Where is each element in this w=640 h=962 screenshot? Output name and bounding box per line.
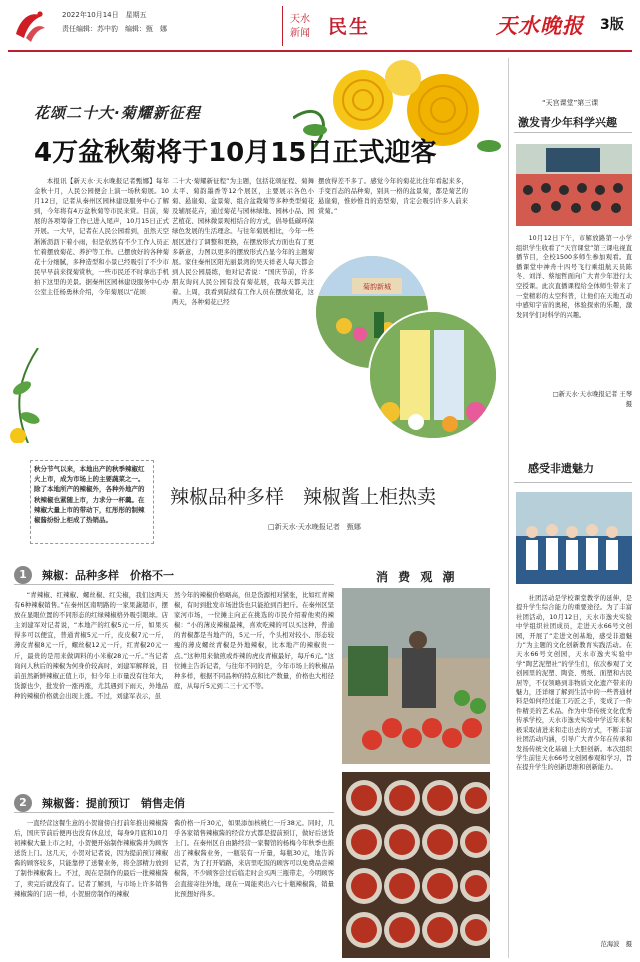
sub1-column-2: 然今年的辣椒价格略高，但是货源相对紧张，比如红青辣椒，有时到批发市场进货也只能抢到百把斤。在秦州区坚家河市场，一位摊主向正在挑选的市民介绍着他卖的辣椒：“小的薄皮辣椒最辣，喜欢吃辣的可以买这种，普通的青椒都是当地产的，5元一斤，个头相对较小、形态较瘦的薄皮螺丝青椒是外地辣椒，比本地产的辣椒贵一点。”这种用来做煎或炸辣的虎皮青椒最好，每斤6元。”这位摊主告诉记者，与往年不同的是，今年市场上的秋椒品种多样，根据不同品种的特点和比产数量，价格也大相径庭，从每斤5元到二三十元不等。: [174, 591, 334, 690]
sidebar-2-rule: [514, 482, 632, 483]
sidebar-1-byline: □新天水·天水晚报记者 王琴 摄: [552, 391, 639, 408]
chili-sauce-photo: [342, 772, 490, 958]
sidebar-divider: [508, 58, 509, 958]
page-number: 3版: [600, 17, 624, 33]
paper-name: 天水晚报: [496, 13, 584, 38]
subsection-1-title: 辣椒：品种多样 价格不一: [42, 569, 174, 582]
subsection-2-number: 2: [14, 794, 32, 812]
sidebar-2-photo: [516, 492, 632, 584]
article-column-2: 二十大·菊耀新征程”为主题，包括花颂征程、菊舞太平、菊韵墨香等12个展区，主要展示各色小菊、悬崖菊、盆景菊、组合盆栽菊等多种类型菊花及辅展花卉，通过菊花与园林绿地、园林小品、园艺植花、园林微景观相结合的方式，倡导低碳环保绿色发展的生活理念。与往年菊展相比，今年一些展区进行了调整和更换，在摆放形式方面也有了更多新意，力图以更多的摆放形式凸显今年的主题菊展。家住秦州区阳光丽景湾的吴天祥老人每天都会到人民公园晨练，他对记者说：“国庆节前，许多朋友询问人民公园有没有菊花展，我每天都关注着。上周，我看到陆续有工作人员在摆放菊花，这两天，各种菊花已经: [172, 177, 314, 307]
masthead-rule: [8, 50, 632, 52]
sidebar-1-body: 10月12日下午，市解放路第一小学组织学生收看了“天宫课堂”第三课电视直播节目，全校1500多师生参加观看。直播课堂中神舟十四号飞行乘组航天员陈冬、刘洋、蔡旭哲面向广大青少年进行太空授课。此次直播课程给全体师生带来了一堂精彩的太空科普，让他们在天地互动中感知宇宙的奥秘，体验探索的乐趣，激发同学们对科学的兴趣。: [516, 235, 632, 319]
chrysanthemum-photo-circle-2: [368, 310, 498, 440]
chili-headline: 辣椒品种多样 辣椒酱上柜热卖: [170, 486, 437, 508]
sidebar-1-tag: “天宫课堂”第三课: [542, 99, 599, 107]
sidebar-story-1: [514, 88, 639, 418]
chili-market-photo: [342, 588, 490, 764]
subsection-2-rule: [14, 812, 334, 813]
article-kicker: 花颂二十大·菊耀新征程: [34, 104, 201, 122]
chili-intro-text: 秋分节气以来，本地出产的秋季辣椒红火上市，成为市场上的主要蔬菜之一。除了本地所产的辣椒外，各种外地产的秋辣椒也紧随上市，力求分一杯羹。在辣椒大量上市的带动下，红彤彤的制辣椒酱纷纷上柜成了热销品。: [34, 465, 145, 525]
section-label-bottom: 新闻: [290, 28, 310, 39]
leaf-decoration-icon: [8, 348, 48, 443]
article-column-3: 摆放得差不多了。感觉今年的菊花比往年看起来多，手变百态的品种菊，别具一格的盆景菊，都是菊艺的悬崖菊，惟妙惟肖的造型菊，肯定会吸引许多人前来赏菊。”: [318, 177, 468, 216]
sidebar-1-photo: [516, 144, 632, 226]
section-label-top: 天水: [290, 14, 310, 25]
sidebar-1-rule: [514, 132, 632, 133]
chili-byline: □新天水·天水晚报记者 甄娜: [268, 523, 361, 531]
editors-line: 责任编辑：苏中豹 编辑：甄 娜: [62, 25, 167, 33]
sign-banner-text: 菊韵新城: [363, 283, 391, 291]
sidebar-2-title: 感受非遗魅力: [528, 462, 594, 475]
section-divider: [282, 6, 283, 46]
section-name: 民生: [328, 16, 371, 38]
newspaper-logo-icon: [12, 8, 48, 46]
issue-date: 2022年10月14日 星期五: [62, 11, 147, 19]
subsection-2-title: 辣椒酱：提前预订 销售走俏: [42, 797, 185, 810]
sub2-column-1: 一直经营这餐生意的小贺谢傍自打前年推出辣椒酱后，国庆节前后便再也没有休息过，每身9月底和10月初辣椒大量上市之时，小贺便开始制作辣椒酱并为顾客送货上门。这几天，小贺对记者说，因为提前预订辣椒酱的顾客较多，只能靠停了送餐业务，将全部精力放到了制作辣椒酱上。不过，现在是制作的最后一批辣椒酱了，卖完后就没有了。记者了解到，与市场上许多销售辣椒酱的门店一样，小贺厨房制作的辣椒: [14, 819, 168, 898]
sub2-column-2: 酱价格一斤30元，如果添加核桃仁一斤38元。同时，几乎各家销售辣椒酱的经营方式都是提前预订，做好后送货上门。在秦州区自由路经营一家餐馆的杨梅今年秋季也推出了辣椒酱业务，一瓶装有一斤量，每瓶30元，地告诉记者，为了打开销路，来店里吃饭的顾客可以免费品尝辣椒酱，不少顾客尝过后临走时会买两三瓶带走，今明顾客会直接寄往外地，现在一周能卖出六七十瓶辣椒酱，销量比预想好得多。: [174, 819, 334, 898]
sidebar-1-title: 激发青少年科学兴趣: [518, 116, 617, 129]
sub1-column-1: “青辣椒、红辣椒、螺丝椒、红尖椒，我们这两天有6种辣椒销售。”在秦州区南明路的一家果蔬超市，摆放在显眼位置的不同形态的红绿辣椒格外吸引眼球。店主刘建军对记者说，“本地产的红椒5元一斤，如果买得多可以便宜，普通青椒5元一斤，皮皮椒7元一斤，薄皮青椒8元一斤，螺丝椒12元一斤，红青椒20元一斤，最贵的是用来做调料的小米椒28元一斤。”当记者询问人秋后的辣椒为何身价较高时，刘建军解释说，目前虽然新鲜辣椒正值上市，但今年上市量没有往年大，货源也少，批发价一涨再涨，尤其遇到下雨天，外地品种的辣椒价格就会出现上涨。不过，刘建军表示，虽: [14, 591, 168, 700]
photo-caption: 消 费 观 潮: [376, 570, 458, 584]
sidebar-story-2: [514, 452, 634, 956]
article-headline: 4万盆秋菊将于10月15日正式迎客: [34, 138, 437, 168]
sidebar-2-byline: 范海波 摄: [600, 941, 632, 948]
subsection-1-number: 1: [14, 566, 32, 584]
sidebar-2-body: 社团活动是学校课堂教学的延伸，是提升学生综合能力的重要途径。为了丰富社团活动，10月12日，天水市逸夫实验中学组织社团成员，走进天水66号文创园，开展了“走进文创基地，感受非遗魅力”为主题的文化创新教育实践活动。在天水66号文创园，天水市逸夫实验中学“陶艺泥塑社”的学生们，依次参观了文创园里的泥塑、陶瓷、剪纸、面塑和古民居等，不仅领略到非物质文化遗产带来的魅力，还详细了解到生活中的一些普通材料是如何经过能工巧匠之手，变成了一件件精美的艺术品。作为中华传统文化优秀传承学校，天水市逸夫实验中学近年来积极采取请进来和走出去的方式，不断丰富社团活动内涵，引导广大青少年在传承和发扬传统文化基础上大胆创新。本次组织学生前往天水66号文创园参观和学习，旨在提升学生的创新思维和创新能力。: [516, 595, 632, 772]
subsection-1-rule: [14, 584, 334, 585]
main-article: [8, 58, 503, 446]
chili-intro-box: [30, 460, 154, 544]
article-column-1: 本报讯【新天水·天水晚报记者甄娜】每年金秋十月，人民公园便会上演一场秋菊展。10月12日，记者从秦州区园林建设服务中心了解到，今年将有4万盆秋菊等市民来赏。目前，菊展的各项筹备工作已进入尾声，10月15日正式开展。一大早，记者在人民公园看到，虽然天空淅淅沥沥下着小雨，但是依然有不少工作人员正忙着摆放菊花、养护等工作。已摆放好的各种菊花十分细腻，多种造型和小景已经吸引了不少市民早早前来探菊赏秋，一些市民还不时拿出手机拍下这里的美景。据秦州区园林建设服务中心办公室主任杨勇林介绍，今年菊展以“花颂: [34, 177, 169, 297]
